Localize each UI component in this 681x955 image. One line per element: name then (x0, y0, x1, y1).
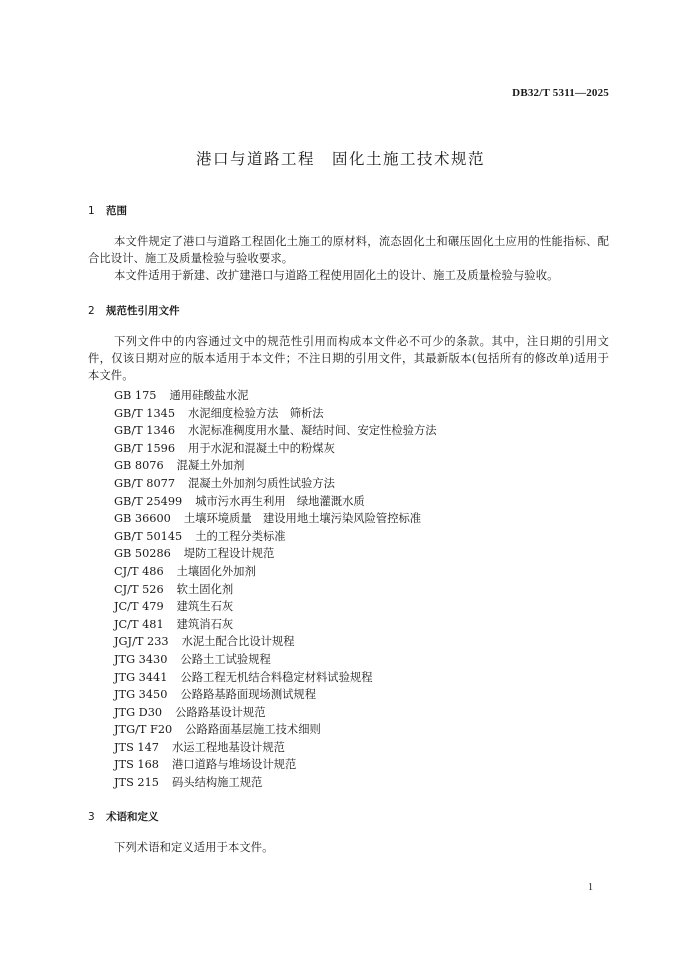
section-title: 范围 (106, 205, 127, 217)
section-number: 1 (88, 205, 95, 217)
reference-item (114, 528, 437, 546)
reference-item (114, 633, 437, 651)
reference-item (114, 704, 437, 722)
reference-item (114, 651, 437, 669)
reference-code: JTG 3441 (114, 670, 168, 684)
reference-code: CJ/T 486 (114, 564, 164, 578)
reference-item (114, 581, 437, 599)
reference-code: GB/T 50145 (114, 529, 183, 543)
reference-title: 水泥土配合比设计规程 (181, 635, 295, 649)
reference-title: 水泥标准稠度用水量、凝结时间、安定性检验方法 (188, 424, 437, 438)
reference-item (114, 563, 437, 581)
reference-title: 公路路面基层施工技术细则 (185, 723, 321, 737)
reference-title: 城市污水再生利用 绿地灌溉水质 (195, 494, 365, 508)
reference-title: 公路工程无机结合料稳定材料试验规程 (180, 670, 373, 684)
reference-code: GB 8076 (114, 459, 164, 473)
reference-item (114, 756, 437, 774)
reference-title: 混凝土外加剂 (176, 459, 245, 473)
reference-item (114, 616, 437, 634)
reference-code: JC/T 479 (114, 600, 164, 614)
section-number: 3 (88, 811, 95, 823)
section-2-paragraph-1: 下列文件中的内容通过文中的规范性引用而构成本文件必不可少的条款。其中，注日期的引用文件，仅该日期对应的版本适用于本文件；不注日期的引用文件，其最新版本(包括所有的修改单)适用于本文件。 (88, 335, 609, 382)
reference-item (114, 510, 437, 528)
section-3-heading (88, 809, 159, 824)
section-1-paragraph-2: 本文件适用于新建、改扩建港口与道路工程使用固化土的设计、施工及质量检验与验收。 (114, 269, 559, 282)
document-title: 港口与道路工程 固化土施工技术规范 (195, 150, 485, 168)
reference-item (114, 686, 437, 704)
reference-title: 水运工程地基设计规范 (171, 740, 285, 754)
reference-title: 堤防工程设计规范 (183, 547, 275, 561)
reference-code: JTS 168 (114, 758, 159, 772)
section-1-heading (88, 203, 127, 218)
reference-code: JTG/T F20 (114, 723, 173, 737)
reference-item (114, 457, 437, 475)
reference-title: 混凝土外加剂匀质性试验方法 (188, 476, 335, 490)
section-3-paragraph-1: 下列术语和定义适用于本文件。 (114, 841, 274, 854)
reference-title: 公路路基路面现场测试规程 (180, 688, 317, 702)
reference-code: GB 36600 (114, 512, 171, 526)
reference-title: 软土固化剂 (176, 582, 234, 596)
reference-code: JTG 3450 (114, 688, 168, 702)
reference-code: JTS 147 (114, 740, 159, 754)
reference-item (114, 440, 437, 458)
reference-code: CJ/T 526 (114, 582, 164, 596)
section-title: 术语和定义 (106, 811, 159, 823)
reference-code: JTS 215 (114, 776, 159, 790)
reference-item (114, 493, 437, 511)
reference-item (114, 669, 437, 687)
reference-title: 用于水泥和混凝土中的粉煤灰 (188, 441, 335, 455)
normative-reference-list (114, 387, 437, 792)
reference-item (114, 422, 437, 440)
reference-code: GB/T 1345 (114, 406, 176, 420)
reference-code: GB 175 (114, 389, 157, 402)
reference-title: 建筑生石灰 (176, 600, 234, 614)
standard-code: DB32/T 5311—2025 (512, 87, 609, 99)
reference-item (114, 739, 437, 757)
section-2-heading (88, 303, 180, 318)
reference-title: 公路路基设计规范 (175, 705, 266, 719)
reference-title: 码头结构施工规范 (171, 776, 263, 790)
section-number: 2 (88, 305, 95, 317)
reference-code: GB/T 1596 (114, 441, 176, 455)
section-title: 规范性引用文件 (106, 305, 180, 317)
reference-code: JTG D30 (114, 705, 163, 719)
reference-title: 公路土工试验规程 (180, 652, 271, 666)
reference-code: JTG 3430 (114, 652, 168, 666)
page-number: 1 (588, 882, 593, 893)
reference-item (114, 721, 437, 739)
reference-title: 土的工程分类标准 (195, 529, 286, 543)
reference-title: 土壤环境质量 建设用地土壤污染风险管控标准 (183, 512, 422, 526)
reference-item (114, 598, 437, 616)
reference-code: GB/T 8077 (114, 476, 176, 490)
reference-title: 土壤固化外加剂 (176, 564, 256, 578)
section-1-paragraph-1: 本文件规定了港口与道路工程固化土施工的原材料，流态固化土和碾压固化土应用的性能指标、配合比设计、施工及质量检验与验收要求。 (88, 235, 609, 265)
reference-code: JGJ/T 233 (114, 635, 169, 649)
reference-item (114, 405, 437, 423)
reference-title: 港口道路与堆场设计规范 (171, 758, 297, 772)
reference-item (114, 774, 437, 792)
reference-title: 建筑消石灰 (176, 617, 234, 631)
reference-code: GB 50286 (114, 547, 171, 561)
reference-item (114, 545, 437, 563)
reference-code: JC/T 481 (114, 617, 164, 631)
reference-title: 通用硅酸盐水泥 (169, 389, 249, 402)
reference-item (114, 387, 437, 405)
reference-code: GB/T 1346 (114, 424, 176, 438)
reference-item (114, 475, 437, 493)
reference-code: GB/T 25499 (114, 494, 183, 508)
reference-title: 水泥细度检验方法 筛析法 (188, 406, 324, 420)
